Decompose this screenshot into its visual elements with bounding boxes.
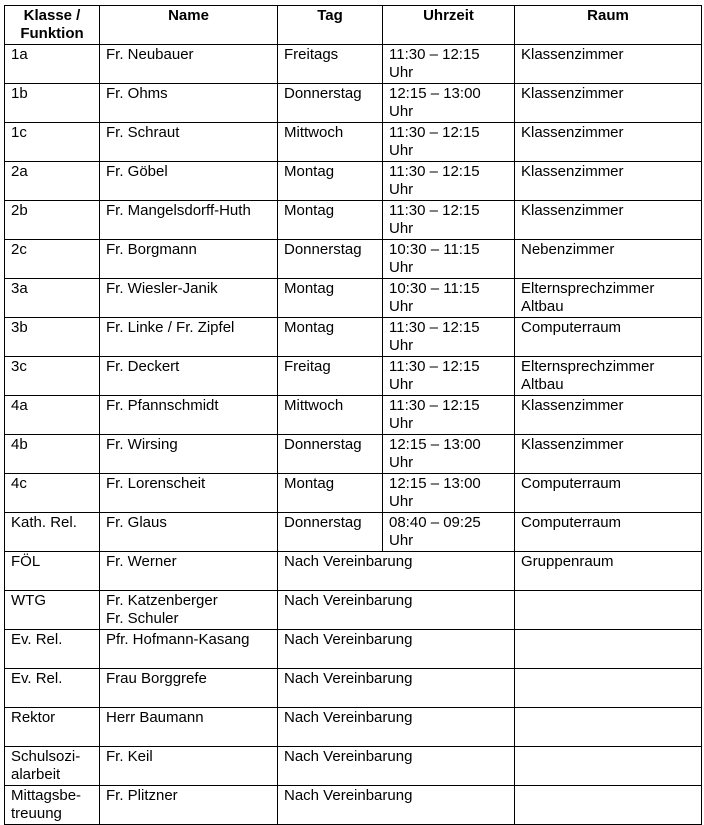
table-row: [5, 552, 702, 591]
tag-text: Montag: [284, 319, 335, 336]
uhrzeit-text: 11:30 – 12:15 Uhr: [389, 319, 480, 354]
name-text: Pfr. Hofmann-Kasang: [106, 631, 250, 648]
klasse-text: Schulsozi- alarbeit: [11, 748, 81, 783]
cell-tag: [278, 435, 383, 474]
cell-tag: [278, 786, 515, 825]
cell-klasse: [5, 45, 100, 84]
tag-text: Mittwoch: [284, 397, 344, 414]
name-text: Frau Borggrefe: [106, 670, 207, 687]
cell-uhrzeit: [383, 435, 515, 474]
sprechstunden-table: [4, 5, 702, 825]
tag-text: Nach Vereinbarung: [284, 787, 413, 804]
klasse-text: 4a: [11, 397, 28, 414]
cell-raum: [515, 357, 702, 396]
raum-text: Elternsprechzimmer Altbau: [521, 358, 655, 393]
cell-raum: [515, 45, 702, 84]
cell-uhrzeit: [383, 513, 515, 552]
uhrzeit-text: 12:15 – 13:00 Uhr: [389, 436, 481, 471]
uhrzeit-text: 10:30 – 11:15 Uhr: [389, 241, 480, 276]
klasse-text: Ev. Rel.: [11, 631, 63, 648]
cell-tag: [278, 162, 383, 201]
name-text: Fr. Mangelsdorff-Huth: [106, 202, 251, 219]
table-row: [5, 747, 702, 786]
cell-name: [100, 45, 278, 84]
cell-name: [100, 84, 278, 123]
cell-tag: [278, 123, 383, 162]
name-text: Herr Baumann: [106, 709, 204, 726]
table-row: [5, 474, 702, 513]
cell-klasse: [5, 474, 100, 513]
cell-klasse: [5, 201, 100, 240]
table-row: [5, 84, 702, 123]
table-row: [5, 669, 702, 708]
klasse-text: 3c: [11, 358, 27, 375]
klasse-text: Kath. Rel.: [11, 514, 77, 531]
cell-tag: [278, 669, 515, 708]
raum-text: Computerraum: [521, 514, 622, 531]
name-text: Fr. Göbel: [106, 163, 168, 180]
cell-uhrzeit: [383, 396, 515, 435]
uhrzeit-text: 11:30 – 12:15 Uhr: [389, 202, 480, 237]
table-row: [5, 630, 702, 669]
tag-text: Donnerstag: [284, 514, 362, 531]
table-row: [5, 123, 702, 162]
cell-raum: [515, 279, 702, 318]
klasse-text: 2a: [11, 163, 28, 180]
cell-raum: [515, 240, 702, 279]
name-text: Fr. Schraut: [106, 124, 180, 141]
klasse-text: Rektor: [11, 709, 56, 726]
cell-tag: [278, 240, 383, 279]
cell-raum: [515, 435, 702, 474]
cell-name: [100, 396, 278, 435]
raum-text: Klassenzimmer: [521, 124, 624, 141]
klasse-text: WTG: [11, 592, 46, 609]
cell-tag: [278, 84, 383, 123]
cell-raum: [515, 123, 702, 162]
header-klasse-label: Klasse / Funktion: [20, 7, 84, 42]
cell-raum: [515, 474, 702, 513]
tag-text: Mittwoch: [284, 124, 344, 141]
name-text: Fr. Neubauer: [106, 46, 194, 63]
cell-name: [100, 318, 278, 357]
cell-tag: [278, 474, 383, 513]
cell-tag: [278, 552, 515, 591]
table-row: [5, 318, 702, 357]
name-text: Fr. Keil: [106, 748, 153, 765]
cell-klasse: [5, 747, 100, 786]
cell-tag: [278, 318, 383, 357]
klasse-text: 3a: [11, 280, 28, 297]
cell-klasse: [5, 396, 100, 435]
cell-name: [100, 240, 278, 279]
raum-text: Klassenzimmer: [521, 202, 624, 219]
cell-tag: [278, 45, 383, 84]
cell-raum: [515, 630, 702, 669]
name-text: Fr. Linke / Fr. Zipfel: [106, 319, 235, 336]
header-name: [100, 6, 278, 45]
cell-klasse: [5, 162, 100, 201]
cell-name: [100, 513, 278, 552]
uhrzeit-text: 11:30 – 12:15 Uhr: [389, 358, 480, 393]
cell-tag: [278, 747, 515, 786]
cell-tag: [278, 396, 383, 435]
cell-raum: [515, 396, 702, 435]
cell-uhrzeit: [383, 45, 515, 84]
klasse-text: Mittagsbe- treuung: [11, 787, 82, 822]
cell-raum: [515, 318, 702, 357]
header-tag: [278, 6, 383, 45]
cell-raum: [515, 552, 702, 591]
tag-text: Freitag: [284, 358, 331, 375]
name-text: Fr. Deckert: [106, 358, 180, 375]
cell-klasse: [5, 552, 100, 591]
tag-text: Nach Vereinbarung: [284, 553, 413, 570]
cell-tag: [278, 279, 383, 318]
cell-name: [100, 162, 278, 201]
name-text: Fr. Lorenscheit: [106, 475, 206, 492]
cell-klasse: [5, 708, 100, 747]
tag-text: Donnerstag: [284, 241, 362, 258]
cell-name: [100, 630, 278, 669]
tag-text: Nach Vereinbarung: [284, 592, 413, 609]
name-text: Fr. Pfannschmidt: [106, 397, 219, 414]
klasse-text: 3b: [11, 319, 28, 336]
uhrzeit-text: 12:15 – 13:00 Uhr: [389, 475, 481, 510]
tag-text: Montag: [284, 280, 335, 297]
cell-klasse: [5, 435, 100, 474]
cell-uhrzeit: [383, 279, 515, 318]
raum-text: Klassenzimmer: [521, 85, 624, 102]
cell-tag: [278, 708, 515, 747]
klasse-text: 1a: [11, 46, 28, 63]
table-row: [5, 396, 702, 435]
cell-name: [100, 708, 278, 747]
cell-name: [100, 435, 278, 474]
header-raum: [515, 6, 702, 45]
klasse-text: 4c: [11, 475, 27, 492]
cell-klasse: [5, 84, 100, 123]
header-name-label: Name: [168, 7, 209, 24]
cell-uhrzeit: [383, 357, 515, 396]
raum-text: Computerraum: [521, 319, 622, 336]
header-uhrzeit: [383, 6, 515, 45]
tag-text: Montag: [284, 163, 335, 180]
name-text: Fr. Plitzner: [106, 787, 178, 804]
table-row: [5, 591, 702, 630]
klasse-text: 1b: [11, 85, 28, 102]
table-row: [5, 708, 702, 747]
tag-text: Donnerstag: [284, 85, 362, 102]
klasse-text: 2b: [11, 202, 28, 219]
name-text: Fr. Wirsing: [106, 436, 178, 453]
header-raum-label: Raum: [587, 7, 629, 24]
cell-uhrzeit: [383, 162, 515, 201]
table-row: [5, 435, 702, 474]
cell-raum: [515, 708, 702, 747]
table-row: [5, 45, 702, 84]
cell-name: [100, 123, 278, 162]
table-row: [5, 240, 702, 279]
uhrzeit-text: 11:30 – 12:15 Uhr: [389, 163, 480, 198]
cell-raum: [515, 201, 702, 240]
cell-klasse: [5, 123, 100, 162]
raum-text: Klassenzimmer: [521, 46, 624, 63]
table-row: [5, 786, 702, 825]
header-klasse: [5, 6, 100, 45]
cell-klasse: [5, 786, 100, 825]
cell-raum: [515, 591, 702, 630]
tag-text: Montag: [284, 202, 335, 219]
cell-klasse: [5, 357, 100, 396]
cell-tag: [278, 201, 383, 240]
name-text: Fr. Glaus: [106, 514, 167, 531]
tag-text: Nach Vereinbarung: [284, 748, 413, 765]
cell-name: [100, 591, 278, 630]
cell-uhrzeit: [383, 84, 515, 123]
name-text: Fr. Borgmann: [106, 241, 197, 258]
raum-text: Computerraum: [521, 475, 622, 492]
cell-raum: [515, 747, 702, 786]
uhrzeit-text: 11:30 – 12:15 Uhr: [389, 124, 480, 159]
cell-klasse: [5, 591, 100, 630]
raum-text: Klassenzimmer: [521, 436, 624, 453]
cell-name: [100, 474, 278, 513]
cell-raum: [515, 84, 702, 123]
cell-klasse: [5, 318, 100, 357]
name-text: Fr. Werner: [106, 553, 177, 570]
table-row: [5, 513, 702, 552]
uhrzeit-text: 11:30 – 12:15 Uhr: [389, 397, 480, 432]
cell-name: [100, 669, 278, 708]
raum-text: Klassenzimmer: [521, 163, 624, 180]
tag-text: Nach Vereinbarung: [284, 670, 413, 687]
table-row: [5, 357, 702, 396]
cell-tag: [278, 357, 383, 396]
klasse-text: 2c: [11, 241, 27, 258]
table-row: [5, 279, 702, 318]
tag-text: Nach Vereinbarung: [284, 631, 413, 648]
cell-raum: [515, 513, 702, 552]
cell-tag: [278, 513, 383, 552]
name-text: Fr. Katzenberger Fr. Schuler: [106, 592, 218, 627]
raum-text: Klassenzimmer: [521, 397, 624, 414]
cell-uhrzeit: [383, 474, 515, 513]
name-text: Fr. Wiesler-Janik: [106, 280, 218, 297]
raum-text: Gruppenraum: [521, 553, 614, 570]
klasse-text: 1c: [11, 124, 27, 141]
cell-raum: [515, 162, 702, 201]
uhrzeit-text: 08:40 – 09:25 Uhr: [389, 514, 481, 549]
header-uhrzeit-label: Uhrzeit: [423, 7, 474, 24]
cell-uhrzeit: [383, 318, 515, 357]
table-row: [5, 201, 702, 240]
cell-uhrzeit: [383, 240, 515, 279]
uhrzeit-text: 12:15 – 13:00 Uhr: [389, 85, 481, 120]
cell-raum: [515, 669, 702, 708]
header-row: [5, 6, 702, 45]
cell-name: [100, 357, 278, 396]
tag-text: Montag: [284, 475, 335, 492]
cell-klasse: [5, 630, 100, 669]
klasse-text: FÖL: [11, 553, 41, 570]
name-text: Fr. Ohms: [106, 85, 168, 102]
tag-text: Donnerstag: [284, 436, 362, 453]
cell-klasse: [5, 240, 100, 279]
klasse-text: 4b: [11, 436, 28, 453]
table-body: [5, 45, 702, 825]
cell-name: [100, 786, 278, 825]
cell-raum: [515, 786, 702, 825]
table-row: [5, 162, 702, 201]
uhrzeit-text: 11:30 – 12:15 Uhr: [389, 46, 480, 81]
cell-name: [100, 279, 278, 318]
cell-uhrzeit: [383, 123, 515, 162]
cell-tag: [278, 591, 515, 630]
cell-uhrzeit: [383, 201, 515, 240]
uhrzeit-text: 10:30 – 11:15 Uhr: [389, 280, 480, 315]
tag-text: Nach Vereinbarung: [284, 709, 413, 726]
cell-tag: [278, 630, 515, 669]
raum-text: Elternsprechzimmer Altbau: [521, 280, 655, 315]
cell-klasse: [5, 279, 100, 318]
tag-text: Freitags: [284, 46, 339, 63]
cell-klasse: [5, 669, 100, 708]
klasse-text: Ev. Rel.: [11, 670, 63, 687]
header-tag-label: Tag: [317, 7, 343, 24]
cell-klasse: [5, 513, 100, 552]
raum-text: Nebenzimmer: [521, 241, 615, 258]
cell-name: [100, 552, 278, 591]
cell-name: [100, 201, 278, 240]
cell-name: [100, 747, 278, 786]
